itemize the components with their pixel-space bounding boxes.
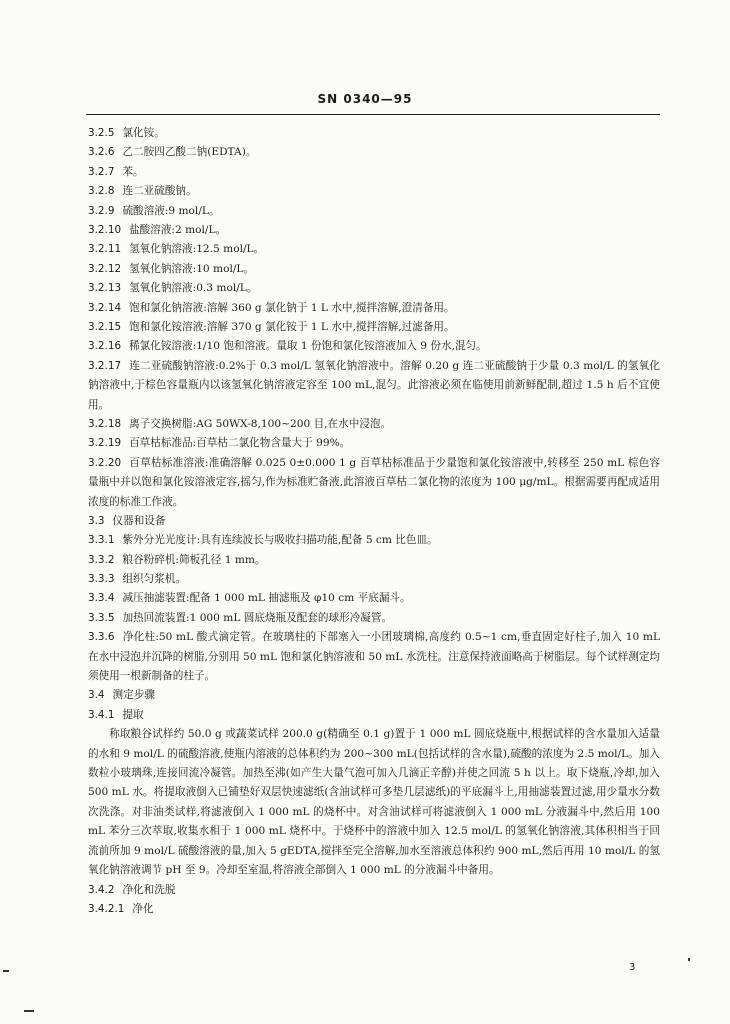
clause-3-2-7 xyxy=(88,163,660,182)
clause-text: 百草枯标准品:百草枯二氯化物含量大于 99%。 xyxy=(129,437,351,450)
clause-text: 乙二胺四乙酸二钠(EDTA)。 xyxy=(122,146,257,159)
clause-number: 3.2.19 xyxy=(88,437,122,450)
clause-text: 氢氧化钠溶液:0.3 mol/L。 xyxy=(129,282,258,295)
clause-text: 离子交换树脂:AG 50WX-8,100~200 目,在水中浸泡。 xyxy=(129,417,392,430)
clause-number: 3.2.14 xyxy=(88,301,122,314)
section-number: 3.3 xyxy=(88,514,105,527)
clause-3-2-16 xyxy=(88,337,660,356)
section-3-4-heading xyxy=(88,686,660,705)
clause-number: 3.2.18 xyxy=(88,417,122,430)
section-title: 提取 xyxy=(122,708,144,721)
clause-text: 减压抽滤装置:配备 1 000 mL 抽滤瓶及 φ10 cm 平底漏斗。 xyxy=(122,592,411,605)
clause-number: 3.3.4 xyxy=(88,592,115,605)
document-body xyxy=(88,124,660,919)
clause-text: 氯化铵。 xyxy=(122,127,165,139)
section-title: 净化 xyxy=(132,902,154,915)
section-number: 3.4 xyxy=(88,689,105,702)
clause-3-2-11 xyxy=(88,240,660,259)
section-3-4-2-1-heading xyxy=(88,900,660,919)
clause-text: 饱和氯化钠溶液:溶解 360 g 氯化钠于 1 L 水中,搅拌溶解,澄清备用。 xyxy=(129,301,455,314)
section-3-4-1-heading xyxy=(88,706,660,725)
clause-text: 百草枯标准溶液:准确溶解 0.025 0±0.000 1 g 百草枯标准品于少量饱和氯化铵溶液中,转移至 250 mL 棕色容量瓶中并以饱和氯化铵溶液定容,摇匀,作为标准贮备液,此溶液百草枯二氯化物的浓度为 100 μg/mL。根据需要再配成适用浓度的标准工作液。 xyxy=(88,456,660,508)
clause-number: 3.2.8 xyxy=(88,185,115,198)
clause-number: 3.2.13 xyxy=(88,282,122,295)
extraction-paragraph: 称取粮谷试样约 50.0 g 或蔬菜试样 200.0 g(精确至 0.1 g)置于 1 000 mL 圆底烧瓶中,根据试样的含水量加入适量的水和 9 mol/L 的硫酸溶液,使瓶内溶液的总体积约为 200~300 mL(包括试样的含水量),硫酸的浓度为 2.5 mol/L。加入数粒小玻璃珠,连接回流冷凝管。加热至沸(如产生大量气泡可加入几滴正辛醇)并使之回流 5 h 以上。取下烧瓶,冷却,加入 500 mL 水。将提取液倒入已铺垫好双层快速滤纸(含油试样可多垫几层滤纸)的平底漏斗上,用抽滤装置过滤,用少量水分数次洗涤。对非油类试样,将滤液倒入 1 000 mL 的烧杯中。对含油试样可将滤液倒入 1 000 mL 分液漏斗中,然后用 100 mL 苯分三次萃取,收集水相于 1 000 mL 烧杯中。于烧杯中的溶液中加入 12.5 mol/L 的氢氧化钠溶液,其体积相当于回流前所加 9 mol/L 硫酸溶液的量,加入 5 gEDTA,搅拌至完全溶解,加水至溶液总体积约 900 mL,然后再用 10 mol/L 的氢氧化钠溶液调节 pH 至 9。冷却至室温,将溶液全部倒入 1 000 mL 的分液漏斗中备用。 xyxy=(88,728,660,877)
clause-number: 3.2.11 xyxy=(88,243,122,256)
clause-3-2-6 xyxy=(88,143,660,162)
scan-speck xyxy=(688,958,690,961)
clause-3-2-14 xyxy=(88,299,660,318)
clause-text: 氢氧化钠溶液:10 mol/L。 xyxy=(129,262,255,275)
section-title: 净化和洗脱 xyxy=(122,883,176,896)
clause-number: 3.2.17 xyxy=(88,359,122,372)
clause-text: 净化柱:50 mL 酸式滴定管。在玻璃柱的下部塞入一小团玻璃棉,高度约 0.5~1 cm,垂直固定好柱子,加入 10 mL 在水中浸泡并沉降的树脂,分别用 50 mL 饱和氯化钠溶液和 50 mL 水洗柱。注意保持液面略高于树脂层。每个试样测定均须使用一根新制备的柱子。 xyxy=(88,631,661,683)
page-number: 3 xyxy=(629,962,636,973)
header-rule xyxy=(86,114,660,115)
clause-text: 组织匀浆机。 xyxy=(122,573,187,586)
clause-text: 稀氯化铵溶液:1/10 饱和溶液。量取 1 份饱和氯化铵溶液加入 9 份水,混匀。 xyxy=(129,340,487,353)
clause-number: 3.3.1 xyxy=(88,534,115,547)
clause-3-2-18 xyxy=(88,415,660,434)
document-header: SN 0340—95 xyxy=(317,92,413,106)
clause-number: 3.2.5 xyxy=(88,127,115,139)
clause-number: 3.3.3 xyxy=(88,573,115,586)
clause-text: 连二亚硫酸钠。 xyxy=(122,185,197,198)
clause-number: 3.2.16 xyxy=(88,340,122,353)
clause-text: 饱和氯化铵溶液:溶解 370 g 氯化铵于 1 L 水中,搅拌溶解,过滤备用。 xyxy=(129,320,455,333)
clause-number: 3.2.15 xyxy=(88,320,122,333)
clause-number: 3.2.7 xyxy=(88,165,115,178)
section-number: 3.4.2 xyxy=(88,883,115,896)
clause-number: 3.2.12 xyxy=(88,262,122,275)
clause-3-2-19 xyxy=(88,434,660,453)
clause-3-2-20 xyxy=(88,454,660,512)
section-3-3-heading xyxy=(88,512,660,531)
clause-number: 3.2.20 xyxy=(88,456,122,469)
clause-3-2-17 xyxy=(88,357,660,415)
clause-3-2-8 xyxy=(88,182,660,201)
clause-number: 3.3.5 xyxy=(88,611,115,624)
clause-3-2-9 xyxy=(88,202,660,221)
clause-number: 3.2.10 xyxy=(88,223,122,236)
section-title: 测定步骤 xyxy=(112,689,155,702)
clause-3-2-12 xyxy=(88,260,660,279)
clause-3-2-10 xyxy=(88,221,660,240)
section-number: 3.4.1 xyxy=(88,708,115,721)
clause-text: 加热回流装置:1 000 mL 圆底烧瓶及配套的球形冷凝管。 xyxy=(122,611,393,624)
scan-speck xyxy=(3,970,9,972)
clause-text: 氢氧化钠溶液:12.5 mol/L。 xyxy=(129,243,265,256)
clause-3-3-1 xyxy=(88,531,660,550)
clause-number: 3.3.2 xyxy=(88,553,115,566)
clause-text: 紫外分光光度计:具有连续波长与吸收扫描功能,配备 5 cm 比色皿。 xyxy=(122,534,438,547)
clause-text: 连二亚硫酸钠溶液:0.2%于 0.3 mol/L 氢氧化钠溶液中。溶解 0.20 g 连二亚硫酸钠于少量 0.3 mol/L 的氢氧化钠溶液中,于棕色容量瓶内以该氢氧化钠溶液定容至 100 mL,混匀。此溶液必须在临使用前新鲜配制,超过 1.5 h 后不宜使用。 xyxy=(88,359,660,411)
clause-number: 3.2.6 xyxy=(88,146,115,159)
clause-3-3-5 xyxy=(88,609,660,628)
section-number: 3.4.2.1 xyxy=(88,902,125,915)
clause-number: 3.2.9 xyxy=(88,204,115,217)
clause-3-2-5 xyxy=(88,124,660,143)
clause-number: 3.3.6 xyxy=(88,631,115,644)
section-title: 仪器和设备 xyxy=(112,514,166,527)
clause-3-3-4 xyxy=(88,589,660,608)
clause-3-3-2 xyxy=(88,551,660,570)
clause-3-2-13 xyxy=(88,279,660,298)
scan-speck xyxy=(24,1010,34,1012)
clause-text: 苯。 xyxy=(122,165,144,178)
clause-text: 盐酸溶液:2 mol/L。 xyxy=(129,223,227,236)
clause-3-2-15 xyxy=(88,318,660,337)
clause-text: 硫酸溶液:9 mol/L。 xyxy=(122,204,220,217)
clause-3-3-6 xyxy=(88,628,660,686)
clause-text: 粮谷粉碎机:筛板孔径 1 mm。 xyxy=(122,553,266,566)
section-3-4-2-heading xyxy=(88,881,660,900)
clause-3-3-3 xyxy=(88,570,660,589)
